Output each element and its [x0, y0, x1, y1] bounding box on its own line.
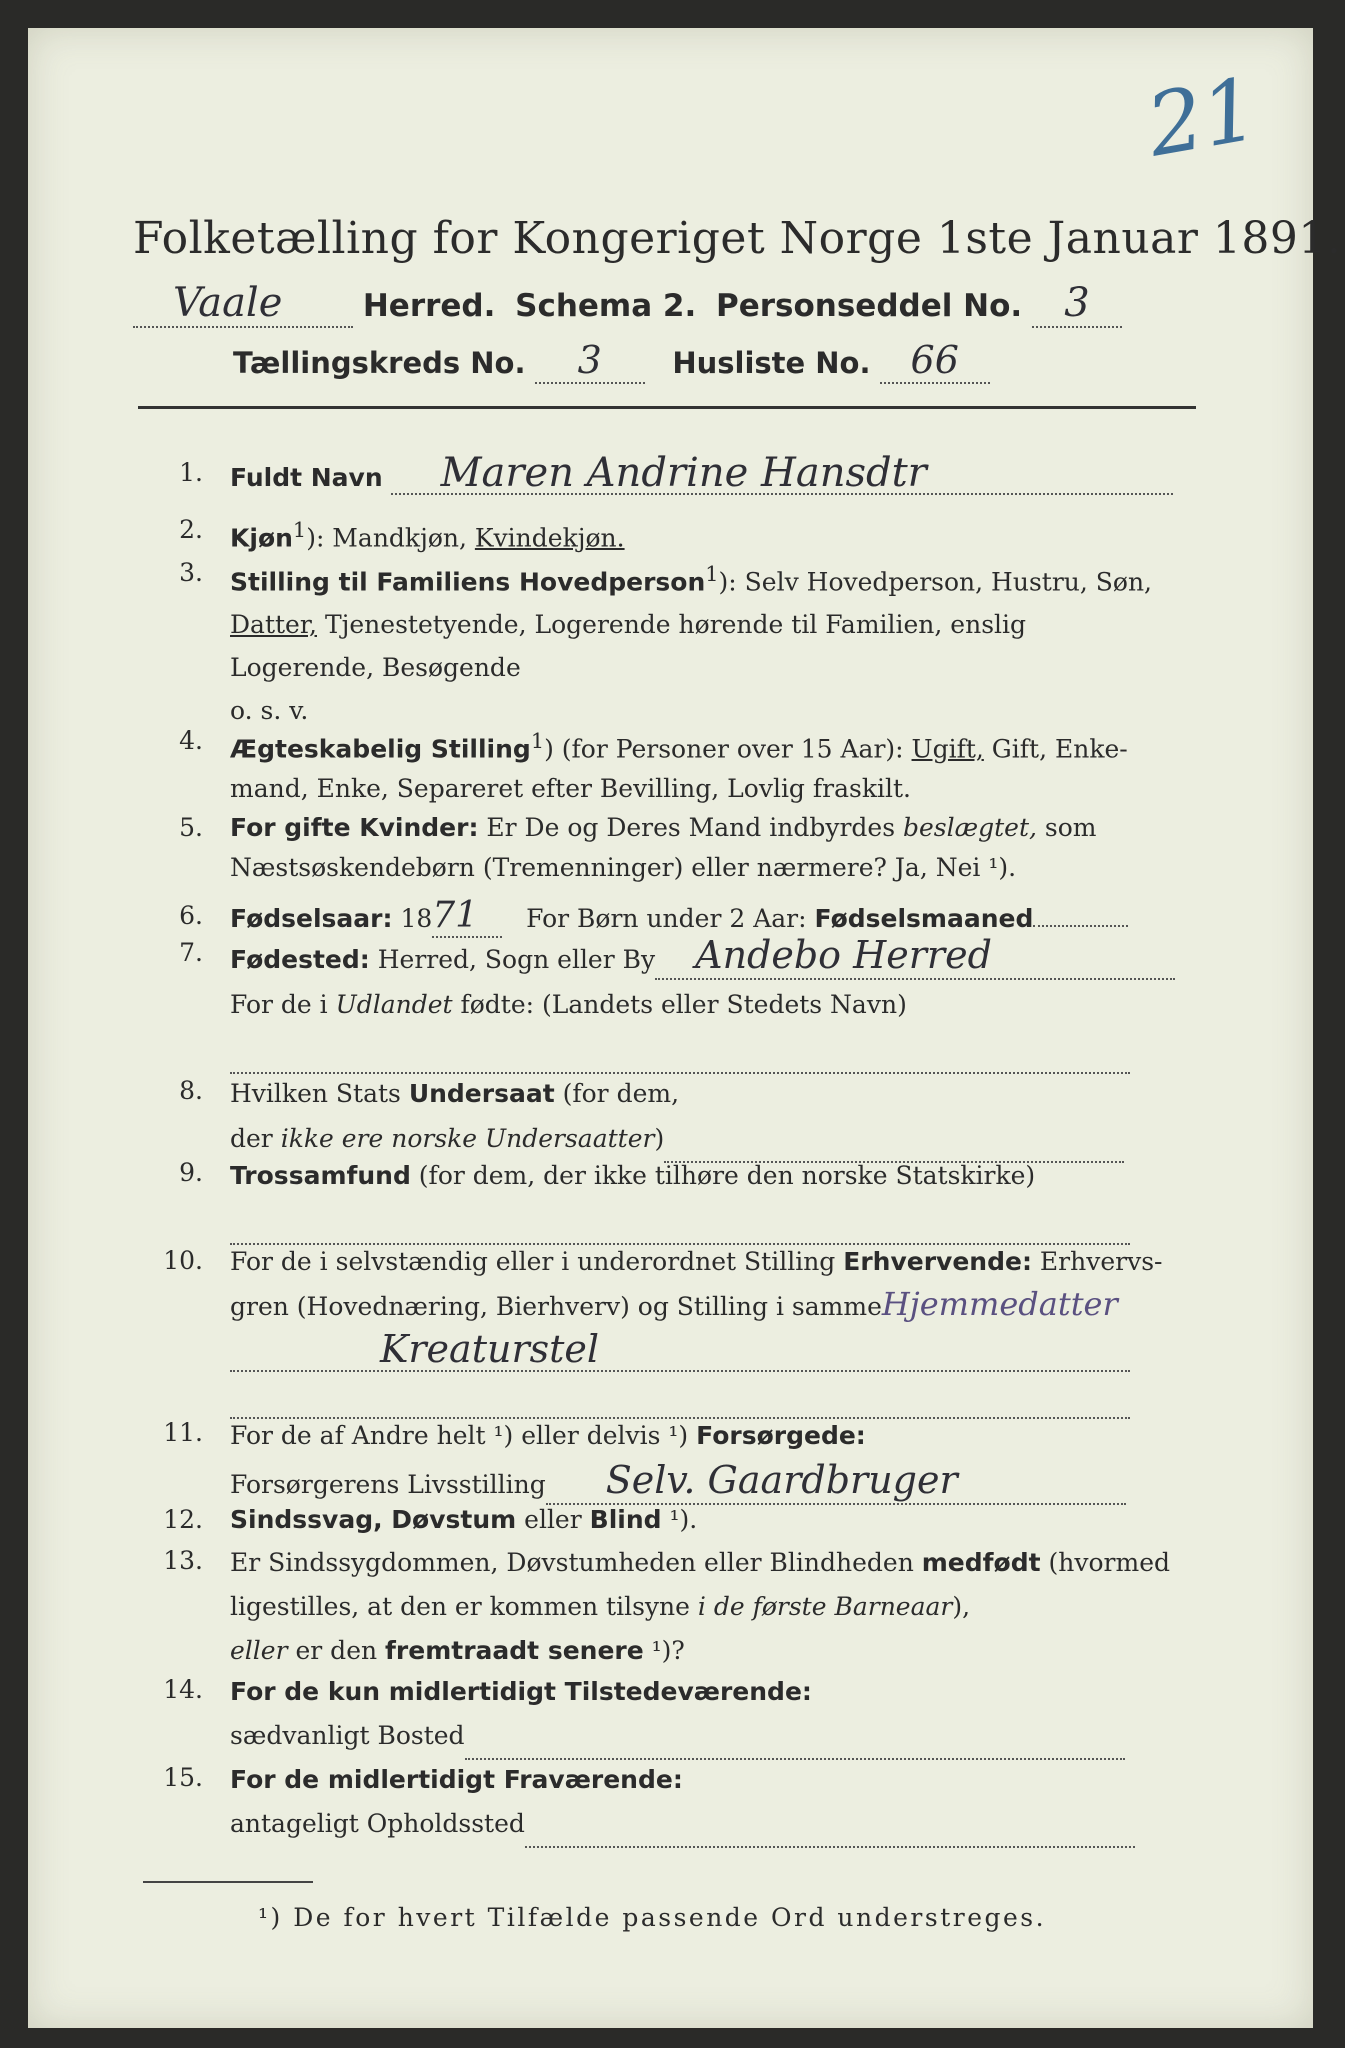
item-number: 2. — [179, 515, 203, 544]
item-text: ¹)? — [643, 1636, 685, 1665]
birth-month-blank — [1033, 925, 1128, 927]
item-text: fødte: (Landets eller Stedets Navn) — [452, 990, 907, 1019]
item-label: Kjøn — [230, 523, 293, 553]
item-label: Fødested: — [230, 945, 370, 974]
item-label: Fødselsmaaned — [814, 904, 1034, 933]
item-number: 8. — [179, 1076, 203, 1105]
item-text: som — [1036, 813, 1097, 842]
item-label: For de midlertidigt Fraværende: — [230, 1765, 683, 1794]
footnote-divider — [143, 1881, 313, 1883]
item-label: medfødt — [921, 1548, 1041, 1577]
item-text: Erhvervs- — [1031, 1247, 1163, 1276]
foreign-birthplace-blank — [230, 1027, 1130, 1074]
census-form-sheet — [28, 28, 1342, 2028]
selected-position: Datter, — [230, 610, 317, 640]
selected-gender: Kvindekjøn. — [474, 523, 625, 553]
footnote: ¹) De for hvert Tilfælde passende Ord understreges. — [258, 1903, 1047, 1932]
item-text: o. s. v. — [230, 696, 309, 726]
header-line-1 — [133, 280, 1122, 328]
husliste-label: Husliste No. — [672, 346, 871, 380]
personseddel-label: Personseddel No. — [716, 288, 1023, 324]
item-number: 5. — [179, 813, 203, 842]
header-line-2 — [233, 338, 990, 384]
selected-marital-status: Ugift, — [911, 734, 984, 764]
item-text: beslægtet, — [903, 813, 1037, 842]
item-label: For de kun midlertidigt Tilstedeværende: — [230, 1677, 812, 1706]
item-text: ikke ere norske Undersaatter — [280, 1124, 655, 1153]
schema-label: Schema 2. — [515, 288, 697, 324]
birth-year-value: 71 — [432, 896, 502, 938]
item-text: ): Selv Hovedperson, Hustru, Søn, — [718, 567, 1153, 597]
item-text: Herred, Sogn eller By — [369, 945, 656, 974]
birthplace-value: Andebo Herred — [655, 933, 1175, 980]
item-text: Næstsøskendebørn (Tremenninger) eller nærmere? Ja, Nei ¹). — [230, 853, 1017, 882]
item-text: (hvormed — [1040, 1548, 1170, 1577]
footnote-mark: 1 — [705, 562, 719, 586]
item-number: 12. — [163, 1505, 203, 1534]
occupation-value-1: Hjemmedatter — [881, 1285, 1118, 1323]
item-text: ) — [654, 1124, 665, 1153]
item-text: Udlandet — [335, 990, 453, 1019]
item-number: 11. — [163, 1418, 203, 1447]
item-label: Undersaat — [408, 1079, 555, 1108]
item-text: (for dem, — [554, 1079, 680, 1108]
item-text: Er De og Deres Mand indbyrdes — [478, 813, 903, 842]
item-text: ), — [952, 1592, 971, 1621]
form-title: Folketælling for Kongeriget Norge 1ste Januar 1891. — [133, 213, 1342, 264]
footnote-mark: 1 — [292, 518, 307, 542]
item-label: Sindssvag, Døvstum — [230, 1505, 517, 1534]
item-text: Gift, Enke- — [983, 734, 1128, 764]
absent-residence-blank — [525, 1802, 1135, 1848]
item-label: For gifte Kvinder: — [230, 813, 479, 842]
item-text: Forsørgerens Livsstilling — [230, 1470, 546, 1499]
personseddel-value: 3 — [1032, 280, 1122, 328]
religion-blank — [230, 1198, 1130, 1245]
item-number: 4. — [179, 726, 203, 755]
usual-residence-blank — [465, 1714, 1125, 1760]
item-label: Forsørgede: — [696, 1421, 866, 1450]
item-number: 6. — [179, 901, 203, 930]
item-number: 10. — [163, 1246, 203, 1275]
item-label: Fuldt Navn — [230, 463, 383, 492]
item-text: ¹). — [661, 1505, 698, 1534]
item-text: For de i — [230, 990, 336, 1019]
item-text: 18 — [392, 904, 433, 933]
item-text: eller — [516, 1505, 590, 1534]
item-text: er den — [287, 1636, 386, 1665]
item-text: i de første Barneaar — [697, 1592, 953, 1621]
item-text: sædvanligt Bosted — [230, 1721, 465, 1750]
item-number: 13. — [163, 1546, 203, 1575]
herred-value: Vaale — [133, 280, 353, 328]
item-label: Fødselsaar: — [230, 904, 393, 933]
item-number: 7. — [179, 938, 203, 967]
item-label: Blind — [589, 1505, 662, 1534]
item-number: 14. — [163, 1675, 203, 1704]
item-text: ): Mandkjøn, — [306, 523, 475, 553]
item-label: Stilling til Familiens Hovedperson — [230, 567, 706, 597]
archive-number: 21 — [1140, 59, 1266, 177]
item-text: mand, Enke, Separeret efter Bevilling, Lovlig fraskilt. — [230, 774, 911, 804]
provider-occupation-value: Selv. Gaardbruger — [546, 1458, 1126, 1505]
item-text: ) (for Personer over 15 Aar): — [544, 734, 912, 764]
item-label: Trossamfund — [230, 1161, 411, 1190]
item-text: antageligt Opholdssted — [230, 1809, 525, 1838]
item-number: 3. — [179, 558, 203, 587]
footnote-mark: 1 — [530, 729, 545, 753]
kreds-label: Tællingskreds No. — [233, 346, 526, 380]
item-text: gren (Hovednæring, Bierhverv) og Stilling i samme — [230, 1292, 882, 1321]
item-text: der — [230, 1124, 281, 1153]
item-text: Hvilken Stats — [230, 1079, 409, 1108]
item-text: ligestilles, at den er kommen tilsyne — [230, 1592, 698, 1621]
item-number: 1. — [179, 458, 203, 487]
item-text: For de af Andre helt ¹) eller delvis ¹) — [230, 1421, 697, 1450]
header-divider — [138, 406, 1196, 409]
husliste-value: 66 — [880, 338, 990, 384]
kreds-value: 3 — [535, 338, 645, 384]
item-label: Erhvervende: — [843, 1247, 1032, 1276]
item-number: 15. — [163, 1763, 203, 1792]
item-label: fremtraadt senere — [385, 1636, 644, 1665]
item-label: Ægteskabelig Stilling — [230, 734, 531, 764]
item-text: For de i selvstændig eller i underordnet Stilling — [230, 1247, 844, 1276]
herred-label: Herred. — [362, 288, 496, 324]
item-text: Logerende, Besøgende — [230, 653, 521, 683]
occupation-value-2: Kreaturstel — [230, 1328, 1130, 1372]
item-text: For Børn under 2 Aar: — [526, 904, 815, 933]
item-text: Tjenestetyende, Logerende hørende til Familien, enslig — [317, 610, 1027, 640]
item-number: 9. — [179, 1158, 203, 1187]
item-text: Er Sindssygdommen, Døvstumheden eller Blindheden — [230, 1548, 922, 1577]
full-name-value: Maren Andrine Hansdtr — [391, 453, 1173, 495]
item-text: (for dem, der ikke tilhøre den norske Statskirke) — [410, 1161, 1036, 1190]
item-text: eller — [230, 1636, 288, 1665]
